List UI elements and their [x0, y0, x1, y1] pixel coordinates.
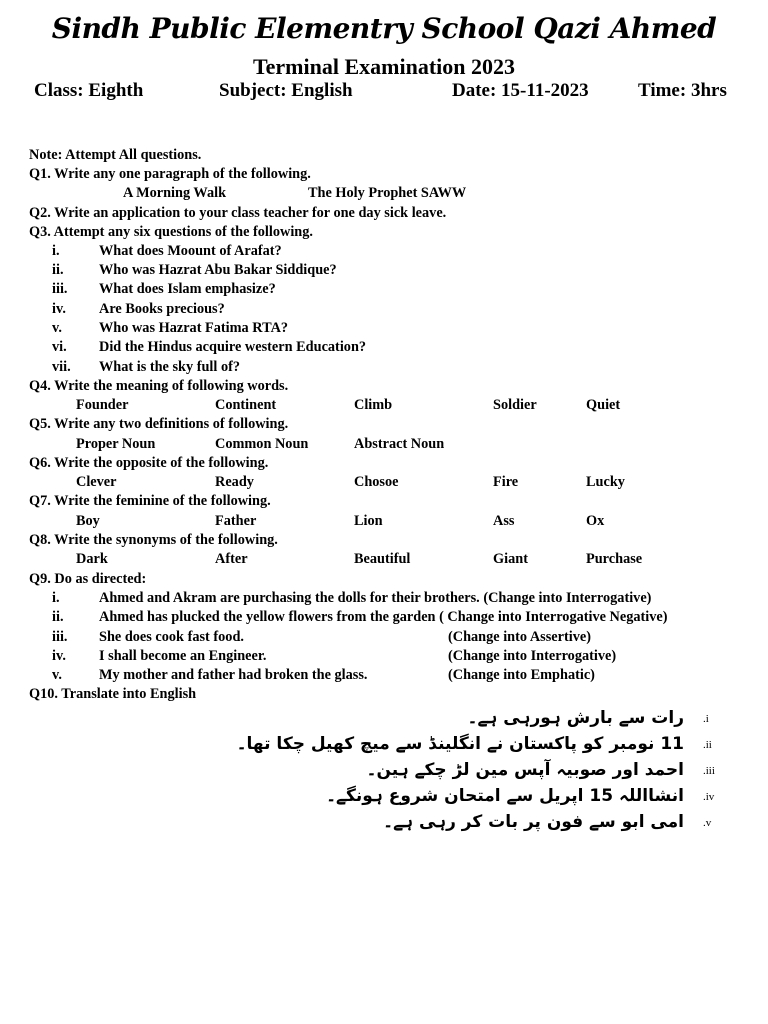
item-number: v.	[52, 320, 62, 336]
item-text: Who was Hazrat Fatima RTA?	[99, 320, 289, 336]
q1-title: Q1. Write any one paragraph of the following.	[29, 166, 311, 182]
urdu-sentence: 11 نومبر کو پاکستان نے انگلینڈ سے میچ کھیل چکا تھا۔	[236, 734, 684, 754]
item-number: vii.	[52, 359, 71, 375]
list-item	[0, 590, 768, 609]
urdu-sentence: رات سے بارش ہورہی ہے۔	[467, 708, 684, 728]
list-item	[0, 262, 768, 281]
item-number: iii.	[52, 629, 68, 645]
item-number: iii.	[52, 281, 68, 297]
list-item	[0, 359, 768, 378]
urdu-sentence: احمد اور صوبیہ آپس مین لڑ چکے ہین۔	[366, 760, 684, 780]
q3-title: Q3. Attempt any six questions of the following.	[29, 224, 313, 240]
q9-title: Q9. Do as directed:	[29, 571, 147, 587]
list-item	[0, 648, 768, 667]
item-text: Are Books precious?	[99, 301, 225, 317]
word: Founder	[76, 397, 129, 413]
urdu-sentence: امی ابو سے فون پر بات کر رہی ہے۔	[383, 812, 684, 832]
list-item	[0, 667, 768, 686]
item-number: .iv	[703, 791, 715, 803]
q5-words-row	[0, 436, 768, 455]
word: Father	[215, 513, 257, 529]
q6-words-row	[0, 474, 768, 493]
item-number: iv.	[52, 648, 66, 664]
word: Beautiful	[354, 551, 411, 567]
list-item	[0, 733, 768, 757]
item-text: I shall become an Engineer.	[99, 648, 267, 664]
item-number: .v	[703, 817, 712, 829]
list-item	[0, 785, 768, 809]
item-text: Who was Hazrat Abu Bakar Siddique?	[99, 262, 337, 278]
q8-words-row	[0, 551, 768, 570]
school-name: Sindh Public Elementry School Qazi Ahmed	[51, 12, 717, 45]
item-text: Ahmed has plucked the yellow flowers from the garden ( Change into Interrogative Negative)	[99, 609, 668, 625]
word: Proper Noun	[76, 436, 156, 452]
word: Lion	[354, 513, 383, 529]
word: Boy	[76, 513, 100, 529]
item-instruction: (Change into Assertive)	[448, 629, 591, 645]
date-label: Date: 15-11-2023	[452, 80, 589, 101]
word: Abstract Noun	[354, 436, 445, 452]
item-text: What does Moount of Arafat?	[99, 243, 282, 259]
q10-title: Q10. Translate into English	[29, 686, 197, 702]
q2-title: Q2. Write an application to your class teacher for one day sick leave.	[29, 205, 447, 221]
q1-option: The Holy Prophet SAWW	[308, 185, 467, 201]
item-number: ii.	[52, 609, 64, 625]
list-item	[0, 243, 768, 262]
item-text: What is the sky full of?	[99, 359, 241, 375]
item-text: Did the Hindus acquire western Education?	[99, 339, 367, 355]
q7-title: Q7. Write the feminine of the following.	[29, 493, 271, 509]
list-item	[0, 339, 768, 358]
word: Quiet	[586, 397, 621, 413]
word: Climb	[354, 397, 393, 413]
word: Ready	[215, 474, 254, 490]
q4-words-row	[0, 397, 768, 416]
subject-label: Subject: English	[219, 80, 353, 101]
list-item	[0, 609, 768, 628]
item-number: .i	[703, 713, 709, 725]
time-label: Time: 3hrs	[638, 80, 727, 101]
list-item	[0, 320, 768, 339]
list-item	[0, 707, 768, 731]
q6-title: Q6. Write the opposite of the following.	[29, 455, 269, 471]
q4-title: Q4. Write the meaning of following words.	[29, 378, 289, 394]
item-text: What does Islam emphasize?	[99, 281, 276, 297]
item-instruction: (Change into Interrogative)	[448, 648, 617, 664]
note-text: Note: Attempt All questions.	[29, 147, 202, 163]
item-number: iv.	[52, 301, 66, 317]
word: Dark	[76, 551, 108, 567]
list-item	[0, 629, 768, 648]
list-item	[0, 281, 768, 300]
class-label: Class: Eighth	[34, 80, 144, 101]
item-number: vi.	[52, 339, 67, 355]
word: Clever	[76, 474, 117, 490]
word: Ox	[586, 513, 605, 529]
word: After	[215, 551, 248, 567]
item-number: v.	[52, 667, 62, 683]
item-text: She does cook fast food.	[99, 629, 244, 645]
item-number: i.	[52, 590, 60, 606]
word: Common Noun	[215, 436, 309, 452]
word: Chosoe	[354, 474, 399, 490]
word: Purchase	[586, 551, 643, 567]
item-number: ii.	[52, 262, 64, 278]
word: Lucky	[586, 474, 625, 490]
item-number: .iii	[703, 765, 715, 777]
q7-words-row	[0, 513, 768, 532]
word: Soldier	[493, 397, 537, 413]
list-item	[0, 811, 768, 835]
exam-title: Terminal Examination 2023	[253, 54, 515, 79]
item-text: Ahmed and Akram are purchasing the dolls for their brothers. (Change into Interrogative)	[99, 590, 652, 606]
word: Ass	[493, 513, 515, 529]
list-item	[0, 301, 768, 320]
q8-title: Q8. Write the synonyms of the following.	[29, 532, 278, 548]
item-text: My mother and father had broken the glass.	[99, 667, 368, 683]
item-instruction: (Change into Emphatic)	[448, 667, 595, 683]
q5-title: Q5. Write any two definitions of following.	[29, 416, 289, 432]
item-number: i.	[52, 243, 60, 259]
word: Continent	[215, 397, 277, 413]
q1-option: A Morning Walk	[123, 185, 227, 201]
urdu-sentence: انشااللہ 15 اپریل سے امتحان شروع ہونگے۔	[326, 786, 684, 806]
list-item	[0, 759, 768, 783]
item-number: .ii	[703, 739, 712, 751]
word: Giant	[493, 551, 528, 567]
word: Fire	[493, 474, 519, 490]
